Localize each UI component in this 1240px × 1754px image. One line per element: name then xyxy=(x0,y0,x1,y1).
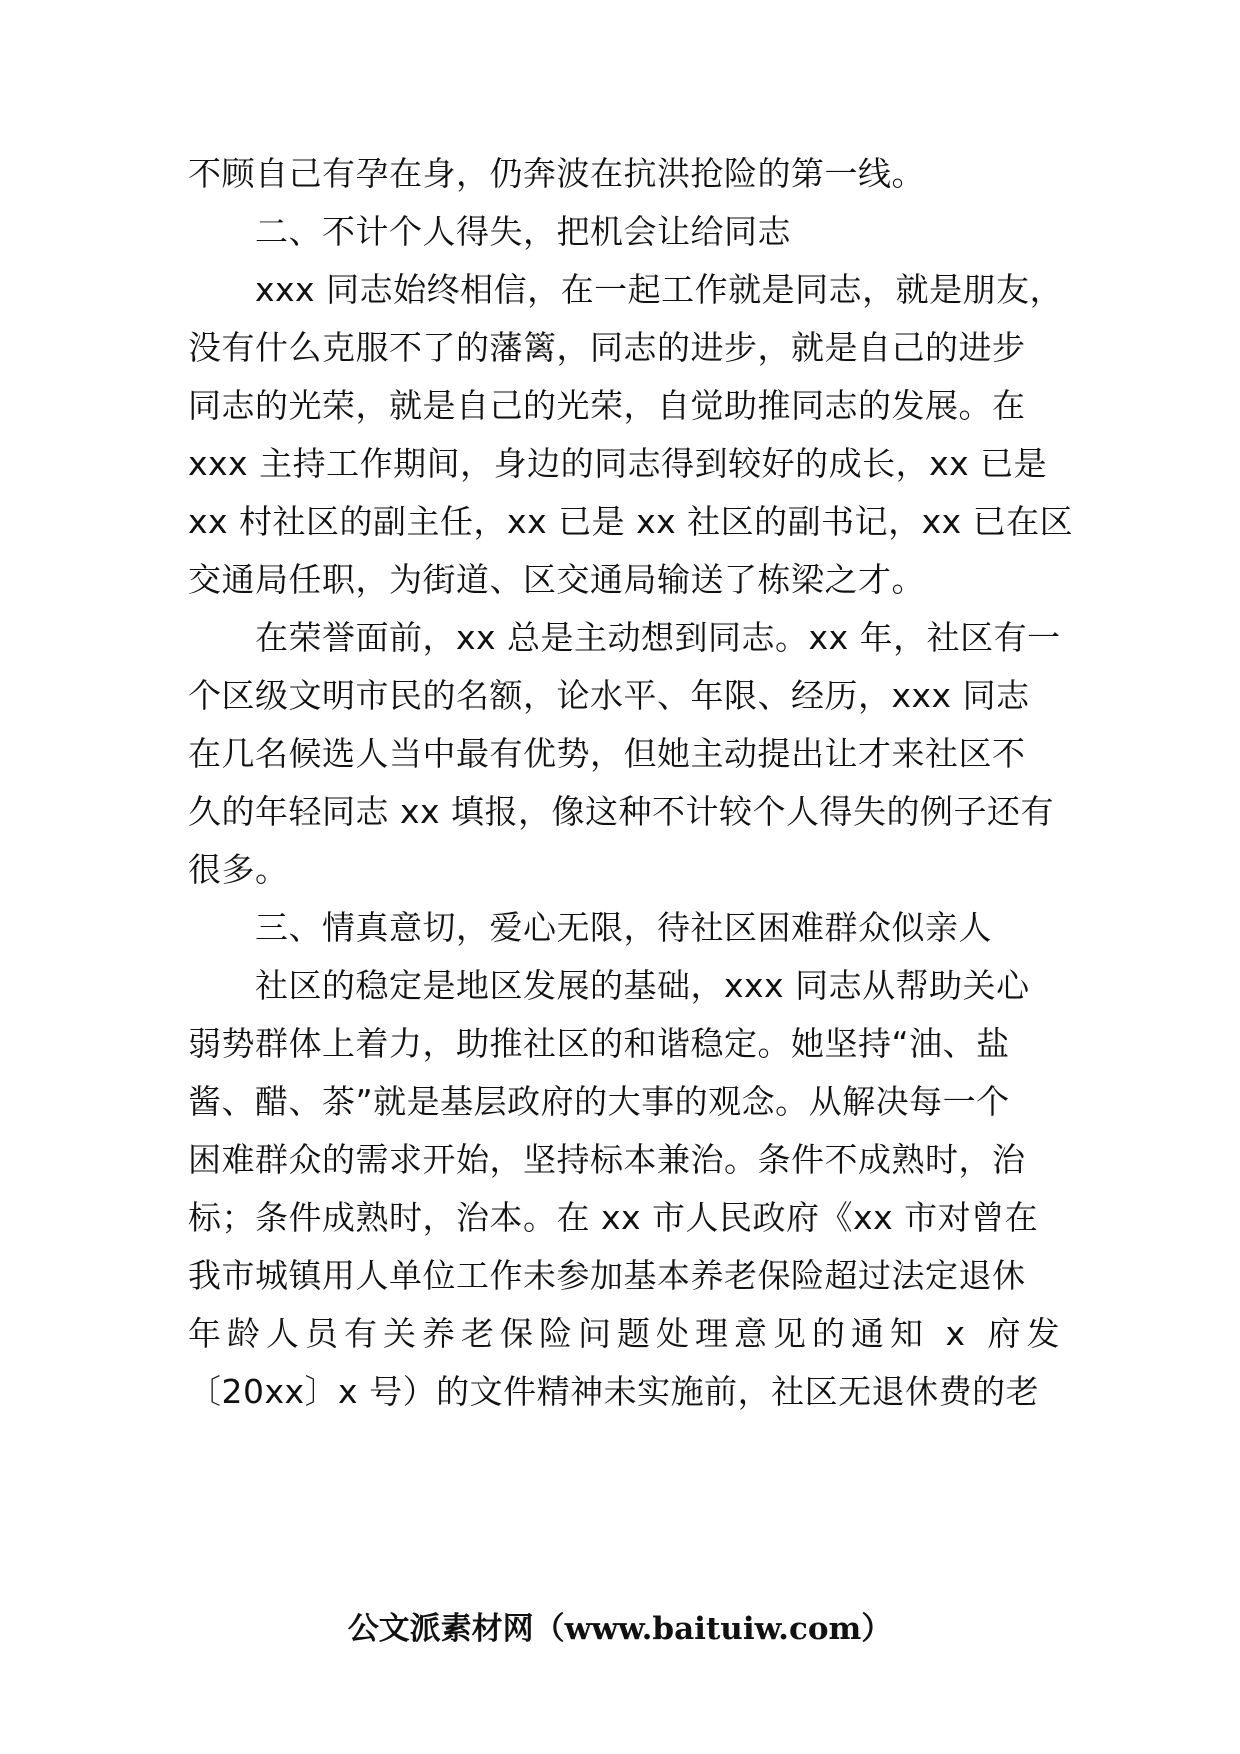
paragraph-line: 很多。 xyxy=(188,850,289,889)
paragraph-line: 年龄人员有关养老保险问题处理意见的通知 x 府发 xyxy=(188,1314,1066,1353)
paragraph-line: 久的年轻同志 xx 填报，像这种不计较个人得失的例子还有 xyxy=(188,792,1055,831)
paragraph-line: 交通局任职，为街道、区交通局输送了栋梁之才。 xyxy=(188,560,925,599)
paragraph-line: 个区级文明市民的名额，论水平、年限、经历，xxx 同志 xyxy=(188,676,1030,715)
paragraph-line: 困难群众的需求开始，坚持标本兼治。条件不成熟时，治 xyxy=(188,1140,1026,1179)
paragraph-line: xxx 同志始终相信，在一起工作就是同志，就是朋友， xyxy=(255,270,1064,309)
paragraph-line: xx 村社区的副主任，xx 已是 xx 社区的副书记，xx 已在区 xyxy=(188,502,1074,541)
paragraph-line: 〔20xx〕x 号）的文件精神未实施前，社区无退休费的老 xyxy=(188,1372,1040,1411)
paragraph-line: 弱势群体上着力，助推社区的和谐稳定。她坚持“油、盐 xyxy=(188,1024,1010,1063)
paragraph-line: 我市城镇用人单位工作未参加基本养老保险超过法定退休 xyxy=(188,1256,1026,1295)
footer-watermark: 公文派素材网（www.baituiw.com） xyxy=(347,1611,893,1647)
paragraph-line: 没有什么克服不了的藩篱，同志的进步，就是自己的进步 xyxy=(188,328,1026,367)
paragraph-line: 不顾自己有孕在身，仍奔波在抗洪抢险的第一线。 xyxy=(188,154,925,193)
paragraph-line: 在几名候选人当中最有优势，但她主动提出让才来社区不 xyxy=(188,734,1026,773)
paragraph-line: 标；条件成熟时，治本。在 xx 市人民政府《xx 市对曾在 xyxy=(188,1198,1039,1237)
paragraph-line: 社区的稳定是地区发展的基础，xxx 同志从帮助关心 xyxy=(255,966,1030,1005)
paragraph-line: 在荣誉面前，xx 总是主动想到同志。xx 年，社区有一 xyxy=(255,618,1061,657)
paragraph-line: 酱、醋、茶”就是基层政府的大事的观念。从解决每一个 xyxy=(188,1082,1010,1121)
section-heading: 三、情真意切，爱心无限，待社区困难群众似亲人 xyxy=(255,908,992,947)
paragraph-line: xxx 主持工作期间，身边的同志得到较好的成长，xx 已是 xyxy=(188,444,1048,483)
section-heading: 二、不计个人得失，把机会让给同志 xyxy=(255,212,791,251)
paragraph-line: 同志的光荣，就是自己的光荣，自觉助推同志的发展。在 xyxy=(188,386,1026,425)
